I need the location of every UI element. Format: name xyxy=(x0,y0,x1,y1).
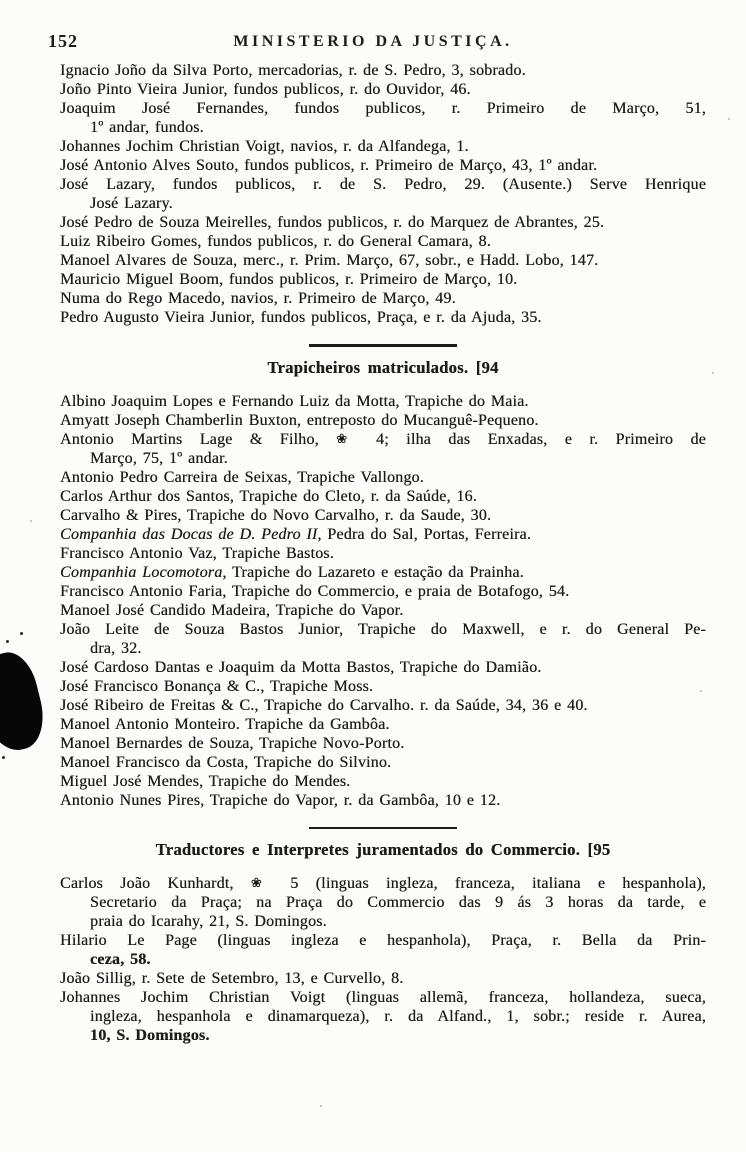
entry-text: Manoel Bernardes de Souza, Trapiche Novo-Porto. xyxy=(60,734,405,752)
scan-speck xyxy=(30,520,32,522)
directory-entry xyxy=(60,969,706,988)
entry-text: 4; ilha das Enxadas, e r. Primeiro de xyxy=(358,430,706,448)
directory-entry xyxy=(60,80,706,99)
entry-text: Joño Pinto Vieira Junior, fundos publicos, r. do Ouvidor, 46. xyxy=(60,81,471,98)
directory-entry xyxy=(60,931,706,969)
entry-text: João Leite de Souza Bastos Junior, Trapiche do Maxwell, e r. do General Pe- xyxy=(60,620,706,638)
entry-line xyxy=(60,563,706,582)
directory-entry xyxy=(60,289,706,308)
ink-speck xyxy=(2,756,5,759)
directory-entry xyxy=(60,251,706,270)
scan-speck xyxy=(320,1105,322,1107)
entry-text: Francisco Antonio Vaz, Trapiche Bastos. xyxy=(60,544,334,562)
entry-text: Companhia Locomotora xyxy=(60,563,223,581)
directory-entry xyxy=(60,506,706,525)
section-ref: [94 xyxy=(468,357,499,377)
entry-text: Carlos João Kunhardt, xyxy=(60,875,251,892)
directory-entry xyxy=(60,525,706,544)
entry-text: Carvalho & Pires, Trapiche do Novo Carvalho, r. da Saude, 30. xyxy=(60,506,492,524)
page-header xyxy=(0,31,746,55)
page-number: 152 xyxy=(48,31,78,51)
entry-text: José Cardoso Dantas e Joaquim da Motta Bastos, Trapiche do Damião. xyxy=(60,658,542,676)
entry-line xyxy=(60,487,706,506)
entry-line xyxy=(60,99,706,118)
entry-text: , Trapiche do Lazareto e estação da Prainha. xyxy=(222,563,524,581)
entry-line xyxy=(60,696,706,715)
page-title: MINISTERIO DA JUSTIÇA. xyxy=(233,33,513,50)
entry-text: José Lazary. xyxy=(90,195,173,212)
imperial-arms-icon: ❀ xyxy=(250,875,274,890)
entry-text: José Ribeiro de Freitas & C., Trapiche do Carvalho. r. da Saúde, 34, 36 e 40. xyxy=(60,696,588,714)
entry-text: João Sillig, r. Sete de Setembro, 13, e Curvello, 8. xyxy=(60,970,404,987)
entry-text: Numa do Rego Macedo, navios, r. Primeiro de Março, 49. xyxy=(60,290,456,307)
directory-entry xyxy=(60,468,706,487)
entry-line xyxy=(60,1026,706,1045)
entry-text: 10, S. Domingos. xyxy=(90,1027,210,1044)
entry-text: praia do Icarahy, 21, S. Domingos. xyxy=(90,913,327,930)
entry-text: José Lazary, fundos publicos, r. de S. Pedro, 29. (Ausente.) Serve Henrique xyxy=(60,176,706,193)
entry-text: Johannes Jochim Christian Voigt, navios, r. da Alfandega, 1. xyxy=(60,138,469,155)
section-divider xyxy=(309,344,457,347)
entry-text: 1º andar, fundos. xyxy=(90,119,204,136)
entry-line xyxy=(60,874,706,893)
section-heading-text: Trapicheiros matriculados. xyxy=(267,357,469,377)
directory-entry xyxy=(60,99,706,137)
entry-text: , Pedra do Sal, Portas, Ferreira. xyxy=(317,525,532,543)
directory-entry xyxy=(60,308,706,327)
directory-entry xyxy=(60,874,706,931)
directory-entry xyxy=(60,563,706,582)
entry-line xyxy=(60,137,706,156)
entry-text: 5 (linguas ingleza, franceza, italiana e hespanhola), xyxy=(273,875,706,892)
directory-entry xyxy=(60,791,706,810)
entry-text: Ignacio Joño da Silva Porto, mercadorias, r. de S. Pedro, 3, sobrado. xyxy=(60,62,526,79)
directory-section xyxy=(60,61,706,327)
entry-line xyxy=(60,468,706,487)
entry-line xyxy=(60,639,706,658)
entry-line xyxy=(60,289,706,308)
section-heading xyxy=(60,840,706,860)
directory-content xyxy=(60,61,706,1045)
entry-text: Carlos Arthur dos Santos, Trapiche do Cleto, r. da Saúde, 16. xyxy=(60,487,477,505)
entry-line xyxy=(60,80,706,99)
entry-text: José Francisco Bonança & C., Trapiche Moss. xyxy=(60,677,374,695)
directory-entry xyxy=(60,753,706,772)
entry-line xyxy=(60,156,706,175)
directory-entry xyxy=(60,487,706,506)
section-divider xyxy=(309,827,457,830)
entry-text: Manoel José Candido Madeira, Trapiche do Vapor. xyxy=(60,601,404,619)
entry-text: Mauricio Miguel Boom, fundos publicos, r. Primeiro de Março, 10. xyxy=(60,271,518,288)
entry-line xyxy=(60,658,706,677)
entry-line xyxy=(60,931,706,950)
entry-line xyxy=(60,544,706,563)
entry-line xyxy=(60,912,706,931)
entry-line xyxy=(60,677,706,696)
entry-line xyxy=(60,715,706,734)
entry-line xyxy=(60,213,706,232)
entry-text: Março, 75, 1º andar. xyxy=(90,449,228,467)
directory-entry xyxy=(60,582,706,601)
entry-text: Joaquim José Fernandes, fundos publicos, r. Primeiro de Março, 51, xyxy=(60,100,706,117)
entry-text: dra, 32. xyxy=(90,639,142,657)
entry-text: Manoel Antonio Monteiro. Trapiche da Gambôa. xyxy=(60,715,390,733)
entry-line xyxy=(60,601,706,620)
ink-speck xyxy=(6,640,9,643)
entry-line xyxy=(60,620,706,639)
entry-line xyxy=(60,175,706,194)
entry-text: Luiz Ribeiro Gomes, fundos publicos, r. do General Camara, 8. xyxy=(60,233,491,250)
entry-text: Albino Joaquim Lopes e Fernando Luiz da Motta, Trapiche do Maia. xyxy=(60,392,529,410)
entry-text: Secretario da Praça; na Praça do Commercio das 9 ás 3 horas da tarde, e xyxy=(90,894,706,911)
entry-line xyxy=(60,772,706,791)
entry-line xyxy=(60,1007,706,1026)
entry-list xyxy=(60,874,706,1045)
entry-line xyxy=(60,194,706,213)
entry-text: Amyatt Joseph Chamberlin Buxton, entreposto do Mucanguê-Pequeno. xyxy=(60,411,539,429)
scan-speck xyxy=(712,372,714,374)
entry-line xyxy=(60,251,706,270)
directory-entry xyxy=(60,137,706,156)
entry-line xyxy=(60,411,706,430)
directory-entry xyxy=(60,392,706,411)
entry-list xyxy=(60,392,706,810)
directory-entry xyxy=(60,61,706,80)
entry-line xyxy=(60,506,706,525)
directory-entry xyxy=(60,411,706,430)
entry-line xyxy=(60,525,706,544)
ink-blot xyxy=(0,647,51,757)
entry-list xyxy=(60,61,706,327)
entry-text: ceza, 58. xyxy=(90,951,151,968)
section-heading xyxy=(60,358,706,378)
entry-line xyxy=(60,791,706,810)
entry-line xyxy=(60,582,706,601)
directory-entry xyxy=(60,156,706,175)
entry-line xyxy=(60,61,706,80)
directory-entry xyxy=(60,601,706,620)
entry-text: Manoel Francisco da Costa, Trapiche do Silvino. xyxy=(60,753,392,771)
entry-line xyxy=(60,118,706,137)
entry-line xyxy=(60,969,706,988)
entry-line xyxy=(60,988,706,1007)
directory-entry xyxy=(60,772,706,791)
entry-line xyxy=(60,734,706,753)
directory-entry xyxy=(60,232,706,251)
directory-entry xyxy=(60,696,706,715)
entry-text: Manoel Alvares de Souza, merc., r. Prim. Março, 67, sobr., e Hadd. Lobo, 147. xyxy=(60,252,599,269)
directory-section xyxy=(60,827,706,1046)
directory-entry xyxy=(60,677,706,696)
imperial-arms-icon: ❀ xyxy=(336,430,359,446)
entry-text: Pedro Augusto Vieira Junior, fundos publicos, Praça, e r. da Ajuda, 35. xyxy=(60,309,542,326)
entry-text: Johannes Jochim Christian Voigt (linguas allemã, franceza, hollandeza, sueca, xyxy=(60,989,706,1006)
entry-line xyxy=(60,232,706,251)
directory-entry xyxy=(60,734,706,753)
section-ref: [95 xyxy=(580,840,611,859)
scan-speck xyxy=(700,690,702,692)
entry-text: Hilario Le Page (linguas ingleza e hespanhola), Praça, r. Bella da Prin- xyxy=(60,932,706,949)
scan-speck xyxy=(728,118,730,120)
entry-line xyxy=(60,950,706,969)
directory-entry xyxy=(60,658,706,677)
directory-entry xyxy=(60,715,706,734)
entry-line xyxy=(60,893,706,912)
entry-text: ingleza, hespanhola e dinamarqueza), r. da Alfand., 1, sobr.; reside r. Aurea, xyxy=(90,1008,706,1025)
entry-text: Miguel José Mendes, Trapiche do Mendes. xyxy=(60,772,351,790)
directory-entry xyxy=(60,620,706,658)
directory-entry xyxy=(60,988,706,1045)
directory-entry xyxy=(60,544,706,563)
directory-entry xyxy=(60,175,706,213)
entry-line xyxy=(60,753,706,772)
section-heading-text: Traductores e Interpretes juramentados do Commercio. xyxy=(155,840,581,859)
entry-line xyxy=(60,270,706,289)
entry-text: Francisco Antonio Faria, Trapiche do Commercio, e praia de Botafogo, 54. xyxy=(60,582,570,600)
entry-text: Antonio Martins Lage & Filho, xyxy=(60,430,337,448)
directory-entry xyxy=(60,430,706,468)
directory-section xyxy=(60,344,706,810)
entry-text: Antonio Pedro Carreira de Seixas, Trapiche Vallongo. xyxy=(60,468,424,486)
ink-speck xyxy=(20,632,23,635)
entry-line xyxy=(60,430,706,449)
entry-text: Antonio Nunes Pires, Trapiche do Vapor, r. da Gambôa, 10 e 12. xyxy=(60,791,501,809)
entry-text: Companhia das Docas de D. Pedro II xyxy=(60,525,318,543)
entry-text: José Pedro de Souza Meirelles, fundos publicos, r. do Marquez de Abrantes, 25. xyxy=(60,214,605,231)
entry-line xyxy=(60,392,706,411)
entry-line xyxy=(60,308,706,327)
directory-entry xyxy=(60,270,706,289)
entry-text: José Antonio Alves Souto, fundos publicos, r. Primeiro de Março, 43, 1º andar. xyxy=(60,157,598,174)
directory-entry xyxy=(60,213,706,232)
entry-line xyxy=(60,449,706,468)
